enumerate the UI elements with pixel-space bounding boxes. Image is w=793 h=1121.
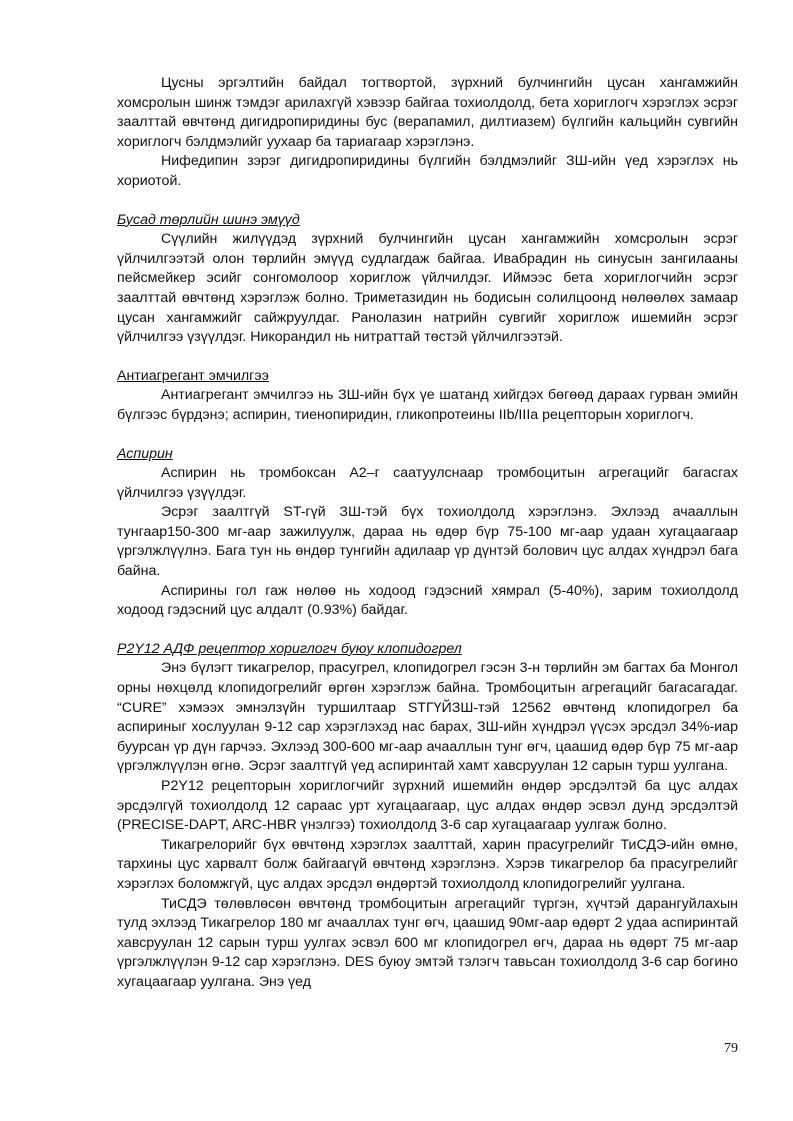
paragraph-new-drugs: Сүүлийн жилүүдэд зүрхний булчингийн цусан хангамжийн хомсролын эсрэг үйлчилгээтэй олон төрлийн эмүүд судлагдаж байгаа. Ивабрадин нь синусын зангилааны пейсмейкер эсийг сонгомолоор хориглож үйлчилдэг. Иймээс бета хориглогчийн эсрэг заалттай өвчтөнд хэрэглэж болно. Триметазидин нь бодисын солилцоонд нөлөөлөх замаар цусан хангамжийг сайжруулдаг. Ранолазин натрийн сувгийг хориглож ишемийн эсрэг үйлчилгээ үзүүлдэг. Никорандил нь нитраттай төстэй үйлчилгээтэй. — [117, 231, 738, 346]
paragraph-ticagrelor-prasugrel: Тикагрелорийг бүх өвчтөнд хэрэглэх заалттай, харин прасугрелийг ТиСДЭ-ийн өмнө, тархины цус харвалт болж байгаагүй өвчтөнд хэрэглэнэ. Хэрэв тикагрелор ба прасугрелийг хэрэглэх боломжгүй, цус алдах эрсдэл өндөртэй тохиолдолд клопидогрелийг уулгана. — [117, 836, 738, 892]
paragraph-ccb-indication: Цусны эргэлтийн байдал тогтвортой, зүрхний булчингийн цусан хангамжийн хомсролын шинж тэмдэг арилахгүй хэвээр байгаа тохиолдолд, бета хориглогч хэрэглэх эсрэг заалттай өвчтөнд дигидропиридины бус (верапамил, дилтиазем) бүлгийн кальцийн сувгийн хориглогч бэлдмэлийг уухаар ба тариагаар хэрэглэнэ. — [117, 75, 738, 150]
section-spacer — [117, 348, 738, 367]
section-spacer — [117, 621, 738, 640]
document-body — [117, 74, 738, 993]
section-spacer — [117, 426, 738, 445]
page-number: 79 — [724, 1041, 738, 1056]
section-heading-p2y12: P2Y12 АДФ рецептор хориглогч буюу клопидогрел — [117, 640, 462, 657]
section-spacer — [117, 192, 738, 211]
section-heading-new-drugs: Бусад төрлийн шинэ эмүүд — [117, 211, 300, 228]
paragraph-pci-loading: ТиСДЭ төлөвлөсөн өвчтөнд тромбоцитын агрегацийг түргэн, хүчтэй дарангуйлахын тулд эхлээд Тикагрелор 180 мг ачааллах тунг өгч, цаашид 90мг-аар өдөрт 2 удаа аспиринтай хавсруулан 12 сарын турш уулгах эсвэл 600 мг клопидогрел өгч, дараа нь өдөрт 75 мг-аар үргэлжлүүлэн 9-12 сар хэрэглэнэ. DES буюу эмтэй тэлэгч тавьсан тохиолдолд 3-6 сар богино хугацаагаар уулгана. Энэ үед — [117, 895, 738, 990]
paragraph-aspirin-mechanism: Аспирин нь тромбоксан А2–г саатуулснаар тромбоцитын агрегацийг багасгах үйлчилгээ үзүүлдэг. — [117, 465, 738, 501]
paragraph-p2y12-group: Энэ бүлэгт тикагрелор, прасугрел, клопидогрел гэсэн 3-н төрлийн эм багтах ба Монгол орны нөхцөлд клопидогрелийг өргөн хэрэглэж байна. Тромбоцитын агрегацийг багасагадаг. “CURE” хэмээх эмнэлзүйн туршилтаар STГҮЙЗШ-тэй 12562 өвчтөнд клопидогрел ба аспириныг хослуулан 9-12 сар хэрэглэхэд нас барах, ЗШ-ийн хүндрэл үүсэх эрсдэл 34%-иар буурсан үр дүн гарчээ. Эхлээд 300-600 мг-аар ачааллын тунг өгч, цаашид өдөр бүр 75 мг-аар үргэлжлүүлэн өгнө. Эсрэг заалтгүй үед аспиринтай хамт хавсруулан 12 сарын турш уулгана. — [117, 660, 738, 775]
paragraph-p2y12-duration: P2Y12 рецепторын хориглогчийг зүрхний ишемийн өндөр эрсдэлтэй ба цус алдах эрсдэлгүй тохиолдолд 12 сараас урт хугацаагаар, цус алдах өндөр эсвэл дунд эрсдэлтэй (PRECISE-DAPT, ARC-HBR үнэлгээ) тохиолдолд 3-6 сар хугацаагаар уулгаж болно. — [117, 778, 738, 834]
paragraph-antiplatelet: Антиагрегант эмчилгээ нь ЗШ-ийн бүх үе шатанд хийгдэх бөгөөд дараах гурван эмийн бүлгээс бүрдэнэ; аспирин, тиенопиридин, гликопротеины IIb/IIIa рецепторын хориглогч. — [117, 387, 738, 423]
section-heading-antiplatelet: Антиагрегант эмчилгээ — [117, 367, 269, 384]
paragraph-aspirin-dosage: Эсрэг заалтгүй ST-гүй ЗШ-тэй бүх тохиолдолд хэрэглэнэ. Эхлээд ачааллын тунгаар150-300 мг-аар зажилуулж, дараа нь өдөр бүр 75-100 мг-аар удаан хугацаагаар үргэлжлүүлнэ. Бага тун нь өндөр тунгийн адилаар үр дүнтэй болович цус алдах хүндрэл бага байна. — [117, 504, 738, 580]
paragraph-aspirin-side-effects: Аспирины гол гаж нөлөө нь ходоод гэдэсний хямрал (5-40%), зарим тохиолдолд ходоод гэдэсний цус алдалт (0.93%) байдаг. — [117, 582, 738, 619]
section-heading-aspirin: Аспирин — [117, 445, 173, 462]
paragraph-nifedipine: Нифедипин зэрэг дигидропиридины бүлгийн бэлдмэлийг ЗШ-ийн үед хэрэглэх нь хориотой. — [117, 153, 738, 189]
